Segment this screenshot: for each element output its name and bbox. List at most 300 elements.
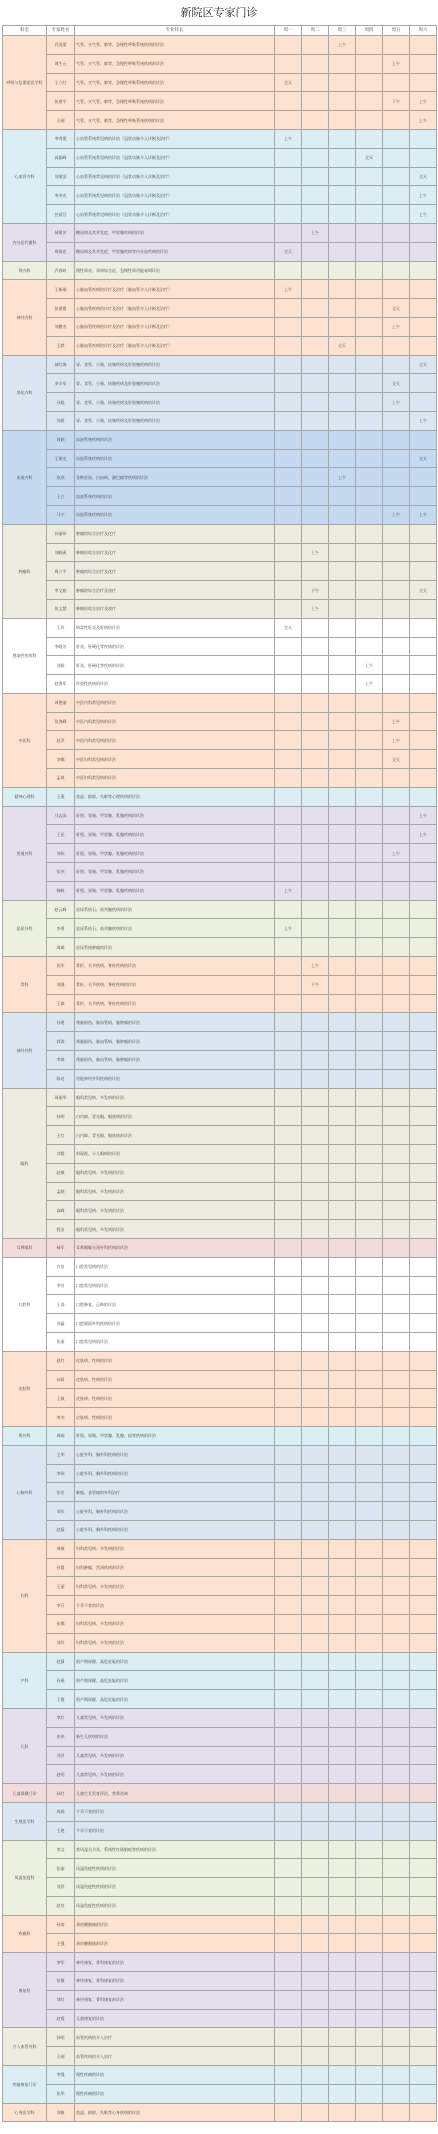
table-row xyxy=(3,562,437,581)
doctor-name: 王建光 xyxy=(47,449,75,468)
schedule-slot xyxy=(383,1332,410,1351)
schedule-slot xyxy=(302,1502,329,1521)
schedule-slot xyxy=(410,487,437,506)
schedule-slot: 全天 xyxy=(383,299,410,318)
schedule-slot xyxy=(410,1445,437,1464)
schedule-slot xyxy=(275,1934,302,1953)
schedule-slot xyxy=(383,1821,410,1840)
doctor-name: 刘霞 xyxy=(47,1145,75,1164)
schedule-slot: 全天 xyxy=(410,581,437,600)
schedule-slot xyxy=(356,1201,383,1220)
schedule-slot xyxy=(410,1652,437,1671)
doctor-name: 周敏 xyxy=(47,1539,75,1558)
schedule-slot xyxy=(302,994,329,1013)
specialty-text: 气管、支气管、肺等，急慢性呼吸系统疾病的诊治 xyxy=(75,36,275,55)
schedule-slot xyxy=(275,205,302,224)
specialty-text: 糖尿病及其并发症，甲状腺疾病的诊治 xyxy=(75,223,275,242)
schedule-slot xyxy=(329,1502,356,1521)
schedule-slot xyxy=(383,2066,410,2085)
schedule-slot xyxy=(383,2047,410,2066)
schedule-slot xyxy=(302,1257,329,1276)
schedule-slot xyxy=(383,1389,410,1408)
schedule-slot xyxy=(356,393,383,412)
doctor-name: 郝红海 xyxy=(47,355,75,374)
specialty-text: 新生儿疾病的诊治 xyxy=(75,1727,275,1746)
specialty-text: 颈肩腰腿痛的诊治 xyxy=(75,1915,275,1934)
schedule-slot xyxy=(356,1276,383,1295)
table-row xyxy=(3,1351,437,1370)
doctor-name: 李强 xyxy=(47,2066,75,2085)
department-name: 生殖医学科 xyxy=(3,1802,47,1840)
schedule-slot xyxy=(329,1257,356,1276)
schedule-slot xyxy=(383,975,410,994)
schedule-slot xyxy=(410,1370,437,1389)
table-row xyxy=(3,374,437,393)
schedule-slot xyxy=(356,1765,383,1784)
doctor-name: 刘强 xyxy=(47,975,75,994)
schedule-slot xyxy=(410,599,437,618)
schedule-slot xyxy=(329,1332,356,1351)
table-row xyxy=(3,205,437,224)
specialty-text: 围产期保健、高危妊娠的诊治 xyxy=(75,1671,275,1690)
schedule-slot xyxy=(356,693,383,712)
schedule-slot xyxy=(302,863,329,882)
specialty-text: 斜弱视、小儿眼病的诊治 xyxy=(75,1145,275,1164)
schedule-slot xyxy=(383,581,410,600)
schedule-slot: 上午 xyxy=(383,731,410,750)
specialty-text: 肝胆、胃肠、甲状腺、乳腺、疝等疾病的诊治 xyxy=(75,1426,275,1445)
specialty-text: 儿童康复的诊治 xyxy=(75,2009,275,2028)
table-row xyxy=(3,1408,437,1427)
schedule-slot xyxy=(410,1765,437,1784)
schedule-slot xyxy=(383,1633,410,1652)
schedule-slot xyxy=(302,1182,329,1201)
specialty-text: 妇科常见病、多发病的诊治 xyxy=(75,1614,275,1633)
schedule-slot xyxy=(275,1690,302,1709)
schedule-slot xyxy=(275,148,302,167)
schedule-slot xyxy=(383,148,410,167)
schedule-slot xyxy=(275,54,302,73)
schedule-slot xyxy=(275,1239,302,1258)
schedule-slot xyxy=(383,1201,410,1220)
department-name: 普通外科 xyxy=(3,806,47,900)
doctor-name: 刘鑫 xyxy=(47,1314,75,1333)
schedule-slot: 上午 xyxy=(410,205,437,224)
schedule-slot xyxy=(329,92,356,111)
schedule-slot xyxy=(383,1445,410,1464)
schedule-slot xyxy=(302,317,329,336)
table-row xyxy=(3,637,437,656)
schedule-slot xyxy=(383,1220,410,1239)
schedule-slot xyxy=(275,844,302,863)
schedule-slot xyxy=(329,1107,356,1126)
schedule-slot xyxy=(275,261,302,280)
schedule-slot xyxy=(302,637,329,656)
schedule-slot xyxy=(383,1013,410,1032)
schedule-slot xyxy=(329,1483,356,1502)
schedule-slot xyxy=(410,1426,437,1445)
schedule-slot xyxy=(383,167,410,186)
doctor-name: 周艳丽 xyxy=(47,693,75,712)
schedule-slot xyxy=(356,411,383,430)
schedule-slot xyxy=(410,1539,437,1558)
schedule-slot xyxy=(356,1915,383,1934)
table-row xyxy=(3,863,437,882)
schedule-slot xyxy=(356,1408,383,1427)
schedule-slot xyxy=(356,1746,383,1765)
schedule-slot xyxy=(329,1220,356,1239)
schedule-slot xyxy=(356,186,383,205)
schedule-slot xyxy=(356,1032,383,1051)
schedule-slot xyxy=(410,129,437,148)
table-row xyxy=(3,1182,437,1201)
schedule-slot xyxy=(275,186,302,205)
schedule-slot xyxy=(275,2028,302,2047)
table-row xyxy=(3,1840,437,1859)
schedule-slot xyxy=(329,562,356,581)
schedule-slot: 全天 xyxy=(275,618,302,637)
schedule-slot xyxy=(302,1671,329,1690)
schedule-slot xyxy=(383,73,410,92)
table-row xyxy=(3,975,437,994)
schedule-slot xyxy=(302,1051,329,1070)
table-row xyxy=(3,2028,437,2047)
doctor-name: 赵明 xyxy=(47,1765,75,1784)
schedule-slot xyxy=(275,825,302,844)
table-row xyxy=(3,1558,437,1577)
schedule-slot xyxy=(410,1126,437,1145)
schedule-slot xyxy=(302,1126,329,1145)
schedule-slot xyxy=(329,1802,356,1821)
schedule-slot xyxy=(329,2028,356,2047)
schedule-slot xyxy=(302,2084,329,2103)
table-row xyxy=(3,1426,437,1445)
specialty-text: 风湿免疫性疾病的诊治 xyxy=(75,1859,275,1878)
specialty-text: 传染性疾病的诊治 xyxy=(75,675,275,694)
table-row xyxy=(3,167,437,186)
schedule-slot xyxy=(356,505,383,524)
schedule-slot xyxy=(329,430,356,449)
schedule-slot xyxy=(302,148,329,167)
table-row xyxy=(3,675,437,694)
schedule-slot xyxy=(410,1972,437,1991)
doctor-name: 孙涛 xyxy=(47,1915,75,1934)
specialty-text: 胃、食管、小肠、结肠疾病及肝胆胰疾病的诊治 xyxy=(75,355,275,374)
doctor-name: 刘建国 xyxy=(47,167,75,186)
schedule-slot xyxy=(275,2103,302,2122)
schedule-slot xyxy=(329,1069,356,1088)
doctor-name: 马志国 xyxy=(47,806,75,825)
schedule-slot xyxy=(329,1577,356,1596)
schedule-slot xyxy=(410,637,437,656)
doctor-name: 王华 xyxy=(47,1445,75,1464)
table-row xyxy=(3,2084,437,2103)
schedule-slot xyxy=(356,223,383,242)
schedule-slot: 上午 xyxy=(410,825,437,844)
schedule-slot xyxy=(383,411,410,430)
schedule-slot xyxy=(356,1088,383,1107)
doctor-name: 王立红 xyxy=(47,73,75,92)
doctor-name: 赵海军 xyxy=(47,675,75,694)
schedule-slot xyxy=(275,1276,302,1295)
schedule-slot xyxy=(410,1032,437,1051)
department-name: 口腔科 xyxy=(3,1257,47,1351)
schedule-slot xyxy=(329,1351,356,1370)
schedule-slot xyxy=(329,2103,356,2122)
schedule-slot xyxy=(329,806,356,825)
schedule-slot xyxy=(329,656,356,675)
specialty-text: 病毒性肝炎及肝病的诊治 xyxy=(75,618,275,637)
specialty-text: 中医妇科常见病的诊治 xyxy=(75,750,275,769)
table-row xyxy=(3,1032,437,1051)
table-row xyxy=(3,36,437,55)
doctor-name: 李娜 xyxy=(47,750,75,769)
schedule-slot xyxy=(329,1201,356,1220)
schedule-slot xyxy=(302,1163,329,1182)
schedule-slot xyxy=(275,167,302,186)
schedule-slot xyxy=(410,919,437,938)
schedule-slot xyxy=(356,994,383,1013)
schedule-slot xyxy=(329,1746,356,1765)
doctor-name: 李芳 xyxy=(47,1276,75,1295)
schedule-body xyxy=(3,36,437,2122)
schedule-slot xyxy=(329,148,356,167)
specialty-text: 心脑血管疾病的诊疗及治疗（脑血管介入诊断及治疗） xyxy=(75,336,275,355)
schedule-slot xyxy=(356,1502,383,1521)
schedule-slot xyxy=(410,863,437,882)
schedule-slot xyxy=(356,92,383,111)
doctor-name: 刘芳 xyxy=(47,1746,75,1765)
schedule-slot xyxy=(356,1332,383,1351)
doctor-name: 陈亮 xyxy=(47,1069,75,1088)
schedule-slot xyxy=(275,487,302,506)
schedule-slot xyxy=(383,449,410,468)
schedule-slot xyxy=(302,656,329,675)
doctor-name: 高峰 xyxy=(47,1201,75,1220)
schedule-slot xyxy=(356,1802,383,1821)
schedule-slot xyxy=(275,769,302,788)
schedule-slot xyxy=(302,280,329,299)
schedule-slot xyxy=(410,731,437,750)
schedule-slot xyxy=(302,487,329,506)
schedule-slot xyxy=(356,1558,383,1577)
schedule-slot xyxy=(302,2028,329,2047)
schedule-slot xyxy=(356,863,383,882)
schedule-slot xyxy=(275,1596,302,1615)
table-row xyxy=(3,449,437,468)
doctor-name: 赵红 xyxy=(47,1351,75,1370)
schedule-slot xyxy=(383,430,410,449)
schedule-slot xyxy=(275,1784,302,1803)
doctor-name: 李勇 xyxy=(47,919,75,938)
schedule-slot xyxy=(302,1633,329,1652)
schedule-slot xyxy=(275,1220,302,1239)
table-row xyxy=(3,2047,437,2066)
specialty-text: 血管疾病的介入治疗 xyxy=(75,2047,275,2066)
schedule-slot xyxy=(302,618,329,637)
specialty-text: 气管、支气管、肺等，急慢性呼吸系统疾病的诊治 xyxy=(75,54,275,73)
schedule-slot xyxy=(383,1088,410,1107)
table-row xyxy=(3,1107,437,1126)
table-row xyxy=(3,1878,437,1897)
doctor-name: 周斌 xyxy=(47,938,75,957)
table-row xyxy=(3,1088,437,1107)
schedule-slot xyxy=(410,750,437,769)
schedule-slot xyxy=(329,261,356,280)
schedule-slot xyxy=(410,994,437,1013)
table-row xyxy=(3,393,437,412)
schedule-slot xyxy=(410,938,437,957)
schedule-slot xyxy=(329,1690,356,1709)
schedule-slot xyxy=(302,562,329,581)
specialty-text: 中医内科常见病的诊治 xyxy=(75,712,275,731)
schedule-slot xyxy=(302,1878,329,1897)
schedule-slot xyxy=(356,825,383,844)
department-name: 妇科 xyxy=(3,1539,47,1652)
schedule-slot xyxy=(383,1126,410,1145)
schedule-slot xyxy=(302,1765,329,1784)
schedule-slot: 上午 xyxy=(410,411,437,430)
schedule-slot xyxy=(275,1088,302,1107)
specialty-text: 妇科肿瘤、宫颈疾病的诊治 xyxy=(75,1558,275,1577)
schedule-slot xyxy=(329,129,356,148)
schedule-slot xyxy=(329,205,356,224)
table-row xyxy=(3,1934,437,1953)
schedule-slot xyxy=(410,524,437,543)
schedule-slot xyxy=(383,656,410,675)
schedule-slot xyxy=(356,1182,383,1201)
schedule-slot xyxy=(410,73,437,92)
schedule-slot xyxy=(410,1145,437,1164)
schedule-slot xyxy=(383,1746,410,1765)
schedule-slot xyxy=(275,317,302,336)
table-row xyxy=(3,1596,437,1615)
table-row xyxy=(3,1614,437,1633)
schedule-slot xyxy=(356,1539,383,1558)
schedule-slot xyxy=(275,543,302,562)
schedule-slot xyxy=(329,581,356,600)
doctor-name: 刘鹏杰 xyxy=(47,317,75,336)
schedule-slot xyxy=(410,1558,437,1577)
schedule-slot xyxy=(356,712,383,731)
schedule-slot xyxy=(302,261,329,280)
table-row xyxy=(3,1990,437,2009)
schedule-slot xyxy=(383,242,410,261)
schedule-slot xyxy=(302,1972,329,1991)
schedule-slot xyxy=(329,487,356,506)
table-row xyxy=(3,2009,437,2028)
table-row xyxy=(3,2103,437,2122)
schedule-slot xyxy=(410,1107,437,1126)
specialty-text: 类风湿关节炎、系统性红斑狼疮等疾病的诊治 xyxy=(75,1840,275,1859)
schedule-slot xyxy=(356,430,383,449)
schedule-slot xyxy=(356,1821,383,1840)
schedule-slot xyxy=(410,1182,437,1201)
schedule-slot xyxy=(302,393,329,412)
page-title: 新院区专家门诊 xyxy=(180,6,258,19)
table-row xyxy=(3,524,437,543)
schedule-slot xyxy=(275,1295,302,1314)
schedule-slot xyxy=(329,1953,356,1972)
table-row xyxy=(3,994,437,1013)
schedule-slot xyxy=(275,994,302,1013)
schedule-slot xyxy=(302,1840,329,1859)
schedule-slot xyxy=(302,73,329,92)
schedule-slot xyxy=(275,1878,302,1897)
schedule-slot xyxy=(356,167,383,186)
schedule-slot xyxy=(356,1896,383,1915)
schedule-slot xyxy=(302,2009,329,2028)
schedule-slot xyxy=(302,167,329,186)
schedule-slot xyxy=(275,1201,302,1220)
schedule-slot xyxy=(383,205,410,224)
table-row xyxy=(3,1145,437,1164)
schedule-table xyxy=(2,25,437,2122)
schedule-slot xyxy=(356,374,383,393)
schedule-slot xyxy=(329,393,356,412)
doctor-name: 许洁 xyxy=(47,1257,75,1276)
schedule-slot xyxy=(275,1314,302,1333)
specialty-text: 血液系统疾病的诊治 xyxy=(75,487,275,506)
schedule-slot xyxy=(329,1840,356,1859)
schedule-slot xyxy=(356,1163,383,1182)
schedule-slot xyxy=(275,1051,302,1070)
schedule-slot xyxy=(383,1708,410,1727)
schedule-slot xyxy=(302,242,329,261)
header-row xyxy=(3,26,437,36)
schedule-slot xyxy=(356,750,383,769)
table-row xyxy=(3,1126,437,1145)
schedule-slot xyxy=(275,1671,302,1690)
schedule-slot xyxy=(275,1182,302,1201)
doctor-name: 孙丽伟 xyxy=(47,524,75,543)
schedule-slot: 上午 xyxy=(410,806,437,825)
doctor-name: 张宏 xyxy=(47,1483,75,1502)
schedule-slot xyxy=(410,1013,437,1032)
specialty-text: 慢性疼痛的诊治 xyxy=(75,2084,275,2103)
schedule-slot xyxy=(329,524,356,543)
schedule-slot xyxy=(410,618,437,637)
schedule-slot xyxy=(410,1802,437,1821)
schedule-slot xyxy=(275,336,302,355)
schedule-slot xyxy=(383,223,410,242)
schedule-slot xyxy=(383,769,410,788)
specialty-text: 心脏外科、胸外科疾病的诊治 xyxy=(75,1502,275,1521)
schedule-slot xyxy=(329,1464,356,1483)
specialty-text: 颅脑损伤、脑血管病、脑肿瘤的诊治 xyxy=(75,1013,275,1032)
schedule-slot: 上午 xyxy=(275,129,302,148)
doctor-name: 王红 xyxy=(47,1126,75,1145)
schedule-slot: 上午 xyxy=(275,881,302,900)
schedule-slot xyxy=(329,505,356,524)
schedule-slot xyxy=(356,1840,383,1859)
doctor-name: 张欣 xyxy=(47,468,75,487)
schedule-slot xyxy=(329,449,356,468)
specialty-text: 肿瘤的综合治疗及化疗 xyxy=(75,543,275,562)
schedule-slot xyxy=(356,1464,383,1483)
schedule-slot xyxy=(356,524,383,543)
schedule-slot xyxy=(329,1088,356,1107)
schedule-slot xyxy=(302,36,329,55)
schedule-slot xyxy=(383,111,410,130)
doctor-name: 王丽 xyxy=(47,1577,75,1596)
table-row xyxy=(3,731,437,750)
specialty-text: 胃、食管、小肠、结肠疾病及肝胆胰疾病的诊治 xyxy=(75,393,275,412)
doctor-name: 王强 xyxy=(47,1934,75,1953)
specialty-text: 围产期保健、高危妊娠的诊治 xyxy=(75,1690,275,1709)
table-row xyxy=(3,1257,437,1276)
schedule-slot xyxy=(302,430,329,449)
